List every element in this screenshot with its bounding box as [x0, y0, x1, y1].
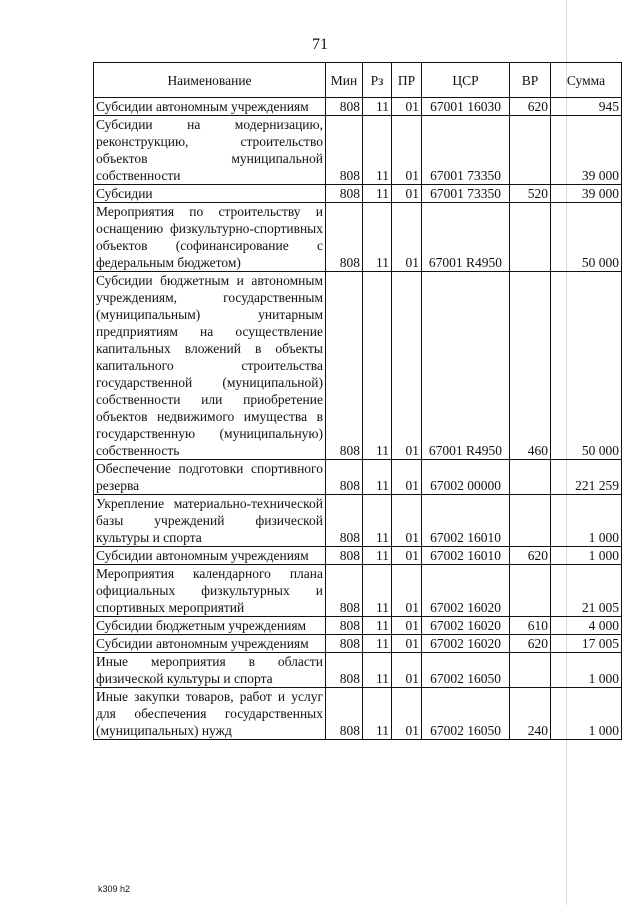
- row-sum: 4 000: [551, 617, 622, 635]
- table-row: [94, 98, 622, 116]
- row-pr: 01: [392, 98, 422, 116]
- row-pr: 01: [392, 635, 422, 653]
- row-name: Иные мероприятия в области физической культуры и спорта: [94, 653, 326, 688]
- row-csr: 67002 16020: [422, 617, 510, 635]
- row-csr: 67001 73350: [422, 116, 510, 185]
- row-sum: 50 000: [551, 203, 622, 272]
- row-name: Субсидии бюджетным и автономным учреждениям, государственным (муниципальным) унитарным предприятиям на осуществление капитальных вложений в объекты капитального строительства государственной (муниципальной) собственности или приобретение объектов недвижимого имущества в государственную (муниципальную) собственность: [94, 272, 326, 460]
- row-pr: 01: [392, 547, 422, 565]
- row-pr: 01: [392, 203, 422, 272]
- row-sum: 21 005: [551, 565, 622, 617]
- row-csr: 67001 16030: [422, 98, 510, 116]
- row-min: 808: [326, 617, 363, 635]
- row-pr: 01: [392, 460, 422, 495]
- row-name: Мероприятия по строительству и оснащению физкультурно-спортивных объектов (софинансирование с федеральным бюджетом): [94, 203, 326, 272]
- row-sum: 1 000: [551, 547, 622, 565]
- row-min: 808: [326, 547, 363, 565]
- row-sum: 945: [551, 98, 622, 116]
- row-rz: 11: [363, 460, 392, 495]
- row-pr: 01: [392, 272, 422, 460]
- row-min: 808: [326, 185, 363, 203]
- row-name: Субсидии автономным учреждениям: [94, 635, 326, 653]
- table-row: [94, 203, 622, 272]
- row-csr: 67002 16010: [422, 547, 510, 565]
- row-pr: 01: [392, 495, 422, 547]
- row-pr: 01: [392, 565, 422, 617]
- table-row: [94, 547, 622, 565]
- row-vr: 610: [510, 617, 551, 635]
- row-csr: 67001 R4950: [422, 203, 510, 272]
- table-row: [94, 688, 622, 740]
- page-number: 71: [312, 36, 328, 53]
- table-row: [94, 272, 622, 460]
- row-min: 808: [326, 635, 363, 653]
- row-csr: 67002 16050: [422, 688, 510, 740]
- row-vr: 620: [510, 635, 551, 653]
- row-rz: 11: [363, 547, 392, 565]
- row-vr: 620: [510, 98, 551, 116]
- table-row: [94, 185, 622, 203]
- row-sum: 39 000: [551, 185, 622, 203]
- row-name: Мероприятия календарного плана официальных физкультурных и спортивных мероприятий: [94, 565, 326, 617]
- row-sum: 221 259: [551, 460, 622, 495]
- table-header-row: [94, 63, 622, 98]
- row-name: Укрепление материально-технической базы учреждений физической культуры и спорта: [94, 495, 326, 547]
- row-sum: 17 005: [551, 635, 622, 653]
- row-min: 808: [326, 98, 363, 116]
- row-min: 808: [326, 116, 363, 185]
- row-vr: [510, 460, 551, 495]
- row-min: 808: [326, 495, 363, 547]
- row-csr: 67002 16050: [422, 653, 510, 688]
- row-csr: 67002 16020: [422, 565, 510, 617]
- row-rz: 11: [363, 272, 392, 460]
- row-vr: [510, 653, 551, 688]
- row-sum: 1 000: [551, 653, 622, 688]
- row-vr: 620: [510, 547, 551, 565]
- row-name: Субсидии: [94, 185, 326, 203]
- row-rz: 11: [363, 565, 392, 617]
- header-csr: ЦСР: [422, 63, 510, 98]
- row-min: 808: [326, 565, 363, 617]
- row-vr: 460: [510, 272, 551, 460]
- header-rz: Рз: [363, 63, 392, 98]
- budget-table: [93, 62, 622, 740]
- row-pr: 01: [392, 185, 422, 203]
- row-csr: 67001 73350: [422, 185, 510, 203]
- row-pr: 01: [392, 116, 422, 185]
- footer-code: k309 h2: [98, 884, 131, 894]
- row-sum: 39 000: [551, 116, 622, 185]
- header-vr: ВР: [510, 63, 551, 98]
- row-name: Субсидии на модернизацию, реконструкцию, строительство объектов муниципальной собственности: [94, 116, 326, 185]
- row-vr: [510, 495, 551, 547]
- row-rz: 11: [363, 185, 392, 203]
- row-name: Субсидии бюджетным учреждениям: [94, 617, 326, 635]
- header-min: Мин: [326, 63, 363, 98]
- row-rz: 11: [363, 98, 392, 116]
- header-sum: Сумма: [551, 63, 622, 98]
- row-vr: 520: [510, 185, 551, 203]
- header-pr: ПР: [392, 63, 422, 98]
- row-name: Обеспечение подготовки спортивного резерва: [94, 460, 326, 495]
- table-row: [94, 495, 622, 547]
- row-csr: 67002 00000: [422, 460, 510, 495]
- row-pr: 01: [392, 688, 422, 740]
- row-name: Субсидии автономным учреждениям: [94, 547, 326, 565]
- row-rz: 11: [363, 635, 392, 653]
- row-min: 808: [326, 688, 363, 740]
- row-rz: 11: [363, 653, 392, 688]
- row-rz: 11: [363, 617, 392, 635]
- row-sum: 1 000: [551, 688, 622, 740]
- row-rz: 11: [363, 116, 392, 185]
- row-csr: 67001 R4950: [422, 272, 510, 460]
- row-sum: 1 000: [551, 495, 622, 547]
- table-row: [94, 617, 622, 635]
- row-vr: 240: [510, 688, 551, 740]
- row-rz: 11: [363, 495, 392, 547]
- table-row: [94, 565, 622, 617]
- row-min: 808: [326, 203, 363, 272]
- row-min: 808: [326, 653, 363, 688]
- row-min: 808: [326, 460, 363, 495]
- row-pr: 01: [392, 653, 422, 688]
- row-name: Иные закупки товаров, работ и услуг для обеспечения государственных (муниципальных) нужд: [94, 688, 326, 740]
- row-rz: 11: [363, 688, 392, 740]
- table-row: [94, 460, 622, 495]
- table-row: [94, 635, 622, 653]
- row-vr: [510, 116, 551, 185]
- row-vr: [510, 565, 551, 617]
- row-csr: 67002 16010: [422, 495, 510, 547]
- row-csr: 67002 16020: [422, 635, 510, 653]
- header-name: Наименование: [94, 63, 326, 98]
- row-vr: [510, 203, 551, 272]
- table-row: [94, 116, 622, 185]
- row-sum: 50 000: [551, 272, 622, 460]
- row-rz: 11: [363, 203, 392, 272]
- table-row: [94, 653, 622, 688]
- row-pr: 01: [392, 617, 422, 635]
- row-name: Субсидии автономным учреждениям: [94, 98, 326, 116]
- row-min: 808: [326, 272, 363, 460]
